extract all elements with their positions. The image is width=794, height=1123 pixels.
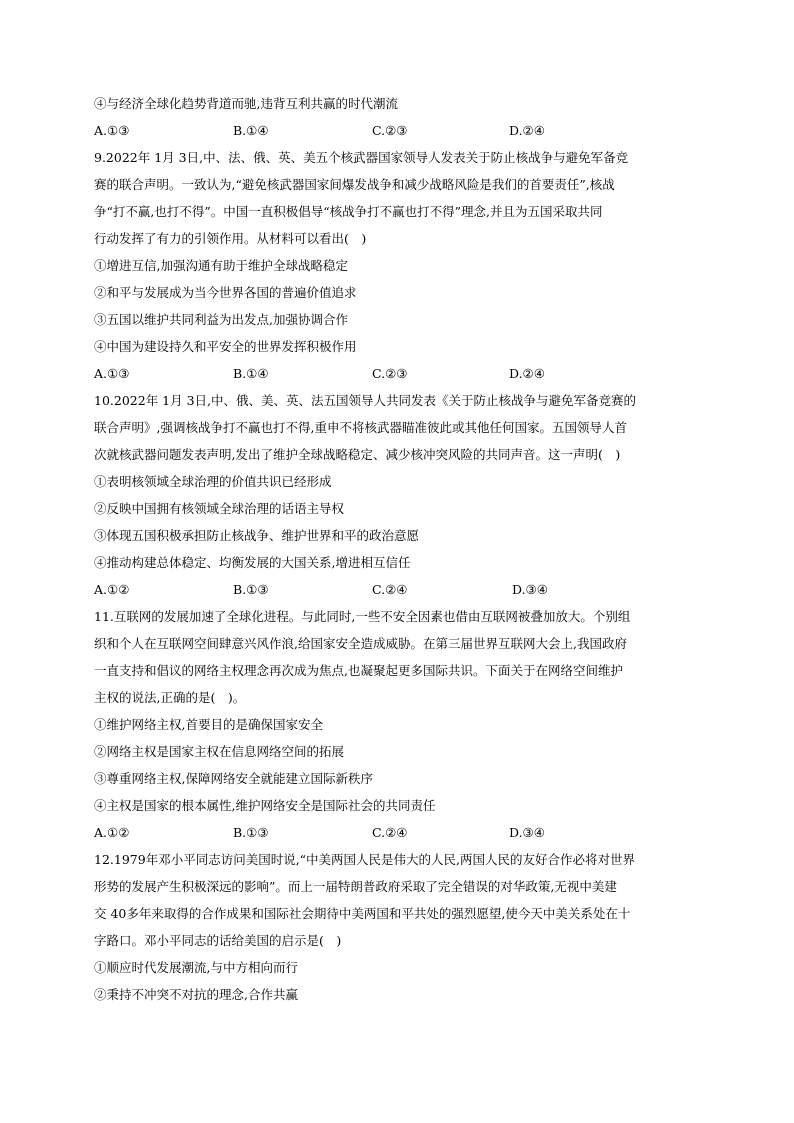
statement-1: ①表明核领域全球治理的价值共识已经形成 xyxy=(94,474,332,489)
option-d[interactable]: D.②④ xyxy=(509,123,545,138)
option-a[interactable]: A.①② xyxy=(94,582,130,597)
answer-options xyxy=(94,121,700,148)
statement-4: ④推动构建总体稳定、均衡发展的大国关系,增进相互信任 xyxy=(94,555,411,570)
option-d[interactable]: D.③④ xyxy=(512,582,548,597)
statement-2: ②秉持不冲突不对抗的理念,合作共赢 xyxy=(94,987,298,1002)
question-stem-line: 主权的说法,正确的是( )。 xyxy=(94,690,246,705)
statement-1: ①维护网络主权,首要目的是确保国家安全 xyxy=(94,717,323,732)
statement-2: ②反映中国拥有核领域全球治理的话语主导权 xyxy=(94,501,345,516)
question-stem-line: 10.2022年 1月 3日,中、俄、美、英、法五国领导人共同发表《关于防止核战争与避免军备竞赛的 xyxy=(94,393,637,408)
statement-3: ③体现五国积极承担防止核战争、维护世界和平的政治意愿 xyxy=(94,528,420,543)
option-c[interactable]: C.②③ xyxy=(372,366,408,381)
question-stem-line: 行动发挥了有力的引领作用。从材料可以看出( ) xyxy=(94,231,367,246)
question-stem-line: 联合声明》,强调核战争打不赢也打不得,重申不将核武器瞄准彼此或其他任何国家。五国领导人首 xyxy=(94,420,627,435)
option-a[interactable]: A.①③ xyxy=(94,366,130,381)
option-a[interactable]: A.①③ xyxy=(94,123,130,138)
option-b[interactable]: B.①③ xyxy=(233,825,269,840)
option-c[interactable]: C.②④ xyxy=(372,825,408,840)
question-stem-line: 一直支持和倡议的网络主权理念再次成为焦点,也凝聚起更多国际共识。下面关于在网络空间维护 xyxy=(94,663,623,678)
question-stem-line: 次就核武器问题发表声明,发出了维护全球战略稳定、减少核冲突风险的共同声音。这一声明( ) xyxy=(94,447,621,462)
option-c[interactable]: C.②④ xyxy=(372,582,408,597)
question-stem-line: 9.2022年 1月 3日,中、法、俄、英、美五个核武器国家领导人发表关于防止核战争与避免军备竞 xyxy=(94,150,629,165)
option-b[interactable]: B.①③ xyxy=(233,582,269,597)
question-stem-line: 形势的发展产生积极深远的影响”。而上一届特朗普政府采取了完全错误的对华政策,无视中美建 xyxy=(94,879,617,894)
question-8 xyxy=(94,94,700,148)
statement-1: ①增进互信,加强沟通有助于维护全球战略稳定 xyxy=(94,258,348,273)
statement-3: ③尊重网络主权,保障网络安全就能建立国际新秩序 xyxy=(94,771,373,786)
statement-1: ①顺应时代发展潮流,与中方相向而行 xyxy=(94,960,298,975)
question-9 xyxy=(94,148,700,391)
statement-4: ④与经济全球化趋势背道而驰,违背互利共赢的时代潮流 xyxy=(94,96,398,111)
option-d[interactable]: D.③④ xyxy=(509,825,545,840)
question-stem-line: 12.1979年邓小平同志访问美国时说,“中美两国人民是伟大的人民,两国人民的友好合作必将对世界 xyxy=(94,852,636,867)
statement-4: ④中国为建设持久和平安全的世界发挥积极作用 xyxy=(94,339,357,354)
answer-options xyxy=(94,364,700,391)
question-stem-line: 织和个人在互联网空间肆意兴风作浪,给国家安全造成威胁。在第三届世界互联网大会上,我国政府 xyxy=(94,636,627,651)
statement-2: ②网络主权是国家主权在信息网络空间的拓展 xyxy=(94,744,345,759)
question-stem-line: 11.互联网的发展加速了全球化进程。与此同时,一些不安全因素也借由互联网被叠加放大。个别组 xyxy=(94,609,631,624)
option-a[interactable]: A.①② xyxy=(94,825,130,840)
question-11 xyxy=(94,607,700,850)
page-content xyxy=(94,94,700,1012)
statement-4: ④主权是国家的根本属性,维护网络安全是国际社会的共同责任 xyxy=(94,798,436,813)
question-10 xyxy=(94,391,700,607)
question-stem-line: 字路口。邓小平同志的话给美国的启示是( ) xyxy=(94,933,342,948)
question-stem-line: 争“打不赢,也打不得”。中国一直积极倡导“核战争打不赢也打不得”理念,并且为五国采取共同 xyxy=(94,204,603,219)
option-d[interactable]: D.②④ xyxy=(509,366,545,381)
option-b[interactable]: B.①④ xyxy=(233,366,269,381)
question-stem-line: 赛的联合声明。一致认为,“避免核武器国家间爆发战争和减少战略风险是我们的首要责任”,核战 xyxy=(94,177,615,192)
question-12 xyxy=(94,850,700,1012)
answer-options xyxy=(94,823,700,850)
option-c[interactable]: C.②③ xyxy=(372,123,408,138)
answer-options xyxy=(94,580,700,607)
statement-3: ③五国以维护共同利益为出发点,加强协调合作 xyxy=(94,312,348,327)
question-stem-line: 交 40多年来取得的合作成果和国际社会期待中美两国和平共处的强烈愿望,使今天中美关系处在十 xyxy=(94,906,631,921)
statement-2: ②和平与发展成为当今世界各国的普遍价值追求 xyxy=(94,285,357,300)
option-b[interactable]: B.①④ xyxy=(233,123,269,138)
